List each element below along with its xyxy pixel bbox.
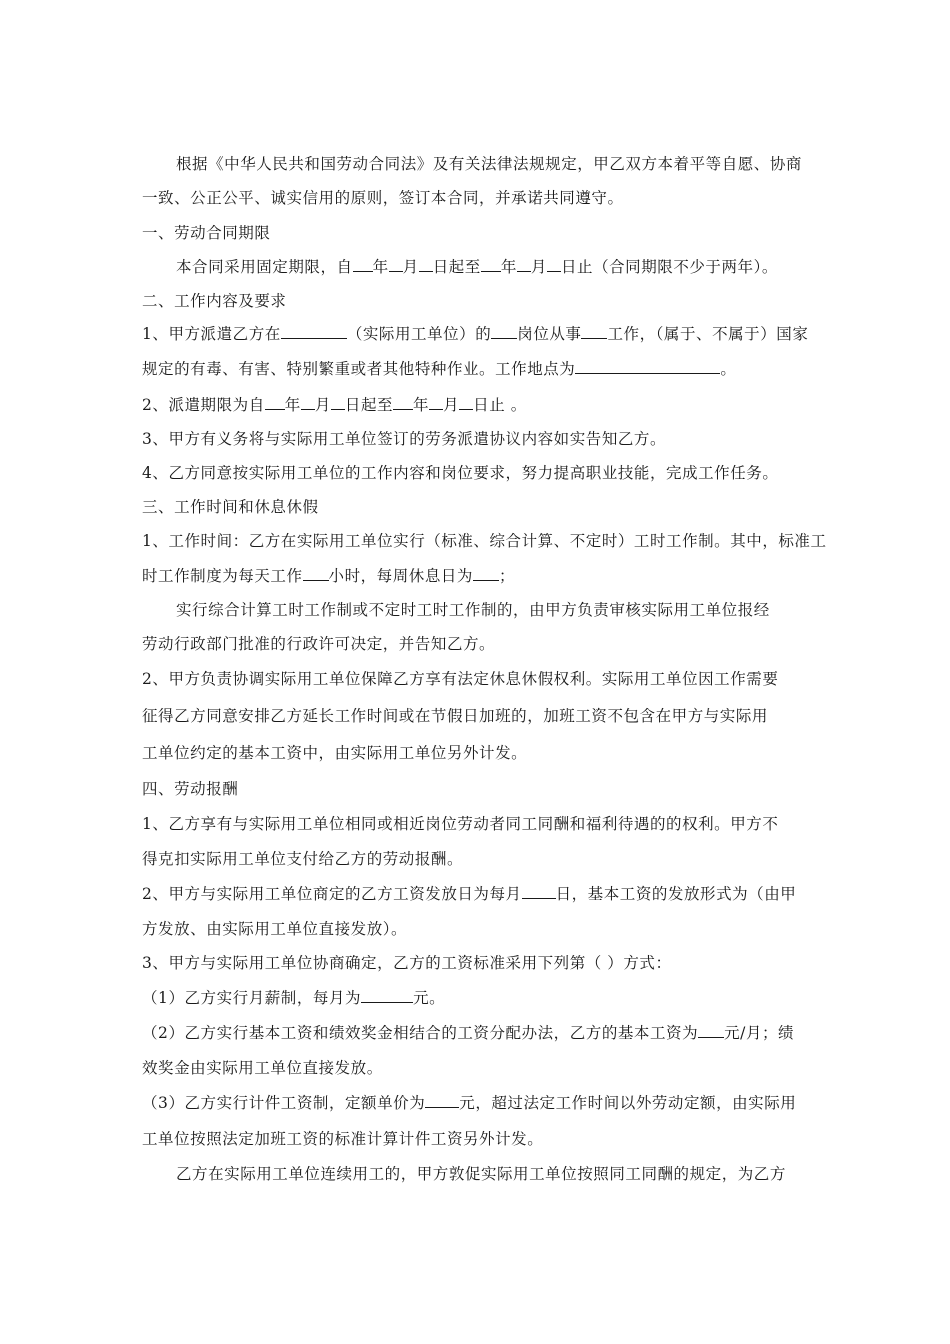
section-4-option-2-line-2: 效奖金由实际用工单位直接发放。 xyxy=(142,1059,383,1077)
intro-line-1: 根据《中华人民共和国劳动合同法》及有关法律法规规定，甲乙双方本着平等自愿、协商 xyxy=(176,155,802,173)
section-3-item-1-line-2: 时工作制度为每天工作 小时，每周休息日为 ； xyxy=(142,567,516,585)
section-4-item-2-line-2: 方发放、由实际用工单位直接发放）。 xyxy=(142,920,408,938)
blank-monthly-salary[interactable] xyxy=(361,988,413,1003)
section-2-item-1-line-2: 规定的有毒、有害、特别繁重或者其他特种作业。工作地点为 。 xyxy=(142,360,737,378)
section-3-item-1-line-1: 1、工作时间：乙方在实际用工单位实行（标准、综合计算、不定时）工时工作制。其中，标准工 xyxy=(142,532,827,550)
section-2-item-1-line-1: 1、甲方派遣乙方在 （实际用工单位）的 岗位从事 工作，（属于、不属于）国家 xyxy=(142,325,809,343)
section-2-item-2: 2、派遣期限为自 年 月 日起至 年 月 日止 。 xyxy=(142,396,527,414)
section-4-item-2-line-1: 2、甲方与实际用工单位商定的乙方工资发放日为每月 日，基本工资的发放形式为（由甲 xyxy=(142,885,797,903)
blank-end-day[interactable] xyxy=(547,257,561,272)
blank-end-year[interactable] xyxy=(481,257,501,272)
section-3-para-1-line-1: 实行综合计算工时工作制或不定时工时工作制的，由甲方负责审核实际用工单位报经 xyxy=(176,601,770,619)
section-3-heading: 三、工作时间和休息休假 xyxy=(142,498,319,516)
section-3-item-2-line-1: 2、甲方负责协调实际用工单位保障乙方享有法定休息休假权利。实际用工单位因工作需要 xyxy=(142,670,779,688)
section-4-item-3: 3、甲方与实际用工单位协商确定，乙方的工资标准采用下列第（ ）方式： xyxy=(142,954,672,972)
blank-dispatch-end-day[interactable] xyxy=(459,395,473,410)
blank-end-month[interactable] xyxy=(517,257,531,272)
blank-position[interactable] xyxy=(491,324,517,339)
section-3-item-2-line-2: 征得乙方同意安排乙方延长工作时间或在节假日加班的，加班工资不包含在甲方与实际用 xyxy=(142,707,768,725)
blank-base-salary[interactable] xyxy=(698,1023,724,1038)
blank-daily-hours[interactable] xyxy=(303,566,329,581)
section-4-option-2-line-1: （2）乙方实行基本工资和绩效奖金相结合的工资分配办法，乙方的基本工资为 元/月；绩 xyxy=(142,1024,795,1042)
blank-dispatch-start-day[interactable] xyxy=(331,395,345,410)
blank-start-year[interactable] xyxy=(353,257,373,272)
blank-start-month[interactable] xyxy=(389,257,403,272)
blank-dispatch-start-month[interactable] xyxy=(301,395,315,410)
intro-line-2: 一致、公正公平、诚实信用的原则，签订本合同，并承诺共同遵守。 xyxy=(142,189,624,207)
section-1-heading: 一、劳动合同期限 xyxy=(142,224,271,242)
blank-dispatch-end-month[interactable] xyxy=(429,395,443,410)
section-1-term: 本合同采用固定期限，自 年 月 日起至 年 月 日止（合同期限不少于两年）。 xyxy=(176,258,778,276)
blank-dispatch-end-year[interactable] xyxy=(393,395,413,410)
blank-weekly-rest-day[interactable] xyxy=(473,566,499,581)
section-4-option-3-line-2: 工单位按照法定加班工资的标准计算计件工资另外计发。 xyxy=(142,1130,544,1148)
blank-dispatch-start-year[interactable] xyxy=(265,395,285,410)
section-3-item-2-line-3: 工单位约定的基本工资中，由实际用工单位另外计发。 xyxy=(142,744,528,762)
section-2-item-3: 3、甲方有义务将与实际用工单位签订的劳务派遣协议内容如实告知乙方。 xyxy=(142,430,667,448)
section-3-para-1-line-2: 劳动行政部门批准的行政许可决定，并告知乙方。 xyxy=(142,635,496,653)
blank-pay-day[interactable] xyxy=(522,884,556,899)
blank-unit-price[interactable] xyxy=(425,1093,459,1108)
section-2-heading: 二、工作内容及要求 xyxy=(142,292,287,310)
section-2-item-4: 4、乙方同意按实际用工单位的工作内容和岗位要求，努力提高职业技能，完成工作任务。 xyxy=(142,464,779,482)
section-4-option-3-line-1: （3）乙方实行计件工资制，定额单价为 元，超过法定工作时间以外劳动定额，由实际用 xyxy=(142,1094,797,1112)
section-4-para-1: 乙方在实际用工单位连续用工的，甲方敦促实际用工单位按照同工同酬的规定，为乙方 xyxy=(176,1165,786,1183)
section-4-heading: 四、劳动报酬 xyxy=(142,780,239,798)
blank-employer-unit[interactable] xyxy=(281,324,347,339)
section-4-item-1-line-1: 1、乙方享有与实际用工单位相同或相近岗位劳动者同工同酬和福利待遇的的权利。甲方不 xyxy=(142,815,779,833)
section-4-item-1-line-2: 得克扣实际用工单位支付给乙方的劳动报酬。 xyxy=(142,850,464,868)
blank-work-type[interactable] xyxy=(581,324,607,339)
blank-start-day[interactable] xyxy=(419,257,433,272)
blank-work-location[interactable] xyxy=(575,359,720,374)
section-4-option-1: （1）乙方实行月薪制，每月为 元。 xyxy=(142,989,446,1007)
